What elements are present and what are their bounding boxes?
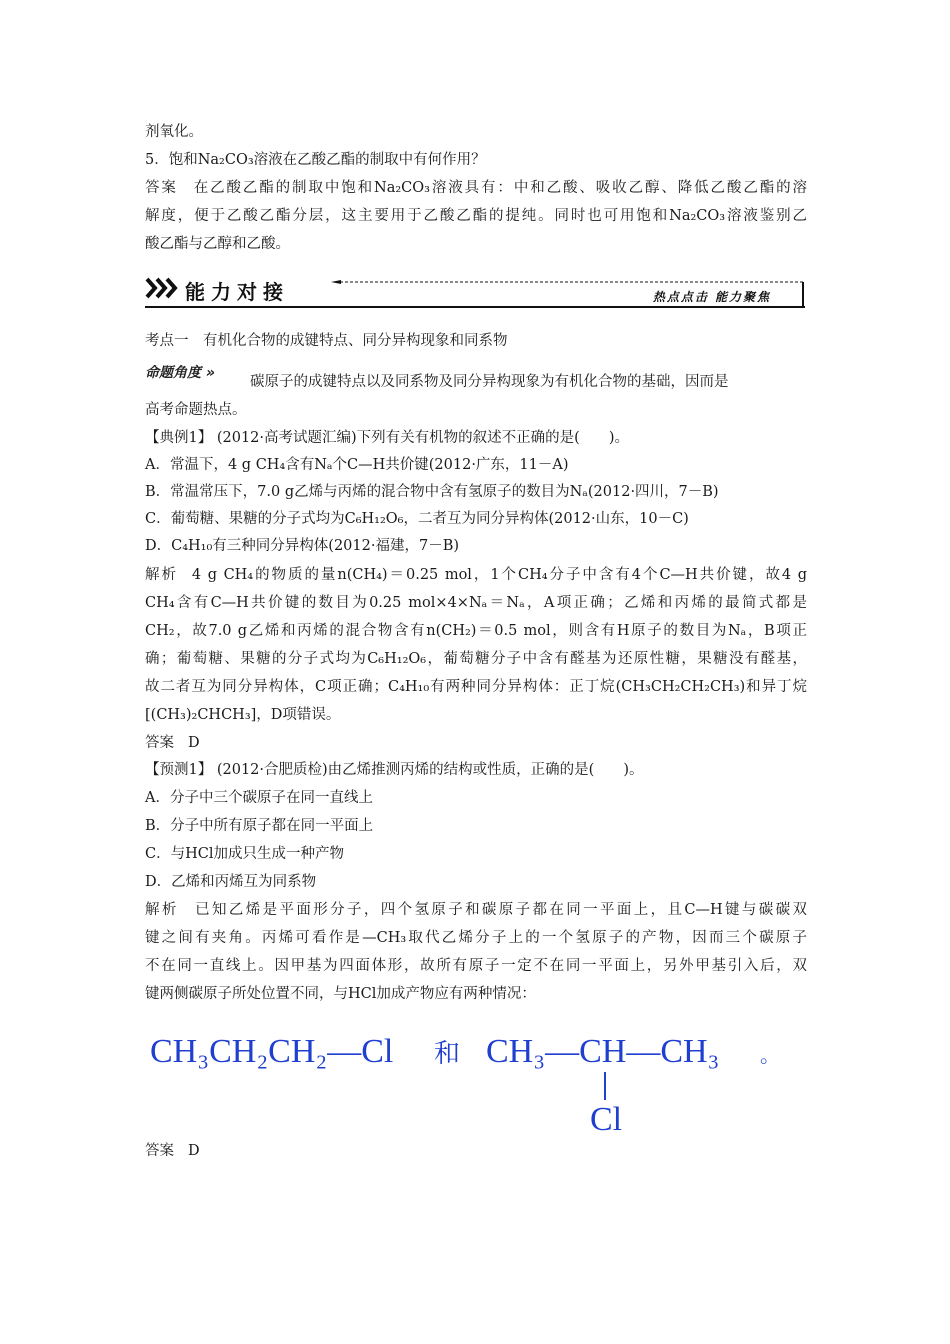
answer-value: D	[188, 1143, 200, 1159]
prediction-1-stem: 【预测1】 (2012·合肥质检)由乙烯推测丙烯的结构或性质，正确的是( )。	[145, 762, 644, 778]
example-1-analysis-2: CH₄含有C—H共价键的数目为0.25 mol×4×Nₐ＝Nₐ，A项正确；乙烯和丙烯的最简式都是	[145, 595, 807, 611]
topic-heading: 考点一 有机化合物的成键特点、同分异构现象和同系物	[145, 333, 508, 349]
prediction-1-option-a: A．分子中三个碳原子在同一直线上	[145, 790, 373, 806]
prediction-1-analysis-4: 键两侧碳原子所处位置不同，与HCl加成产物应有两种情况：	[145, 986, 536, 1002]
answer-label: 答案	[145, 735, 174, 751]
example-1-option-b: B．常温常压下，7.0 g乙烯与丙烯的混合物中含有氢原子的数目为Nₐ(2012·四川，7－B)	[145, 484, 719, 500]
example-1-analysis-4: 确；葡萄糖、果糖的分子式均为C₆H₁₂O₆，葡萄糖分子中含有醛基为还原性糖，果糖没有醛基，	[145, 651, 807, 667]
section-banner	[145, 270, 807, 310]
answer-5-line-1	[145, 178, 807, 198]
analysis-text: 4 g CH₄的物质的量n(CH₄)＝0.25 mol，1个CH₄分子中含有4个C—H共价键，故4 g	[191, 567, 807, 583]
formula-left: CH₃CH₂CH₂—Cl	[150, 1033, 394, 1070]
answer-label: 答案	[145, 1143, 174, 1159]
analysis-text: 已知乙烯是平面形分子，四个氢原子和碳原子都在同一平面上，且C—H键与碳碳双	[192, 902, 807, 918]
answer-5-line-3: 酸乙酯与乙醇和乙酸。	[145, 236, 290, 252]
topic-angle-line-2: 高考命题热点。	[145, 402, 247, 418]
analysis-label: 解析	[145, 567, 178, 583]
prediction-1-analysis-3: 不在同一直线上。因甲基为四面体形，故所有原子一定不在同一平面上，另外甲基引入后，双	[145, 958, 807, 974]
question-5: 5．饱和Na₂CO₃溶液在乙酸乙酯的制取中有何作用？	[145, 152, 486, 168]
example-1-answer	[145, 733, 200, 753]
prediction-1-option-d: D．乙烯和丙烯互为同系物	[145, 874, 317, 890]
example-1-option-d: D．C₄H₁₀有三种同分异构体(2012·福建，7－B)	[145, 538, 460, 554]
formula-right: CH₃—CH—CH₃	[486, 1033, 720, 1070]
formula-end: 。	[760, 1043, 780, 1067]
continuation-line: 剂氧化。	[145, 124, 203, 140]
analysis-label: 解析	[145, 902, 179, 918]
double-chevron-icon: »	[205, 365, 215, 381]
topic-angle-line-1: 碳原子的成键特点以及同系物及同分异构现象为有机化合物的基础，因而是	[250, 374, 729, 390]
prediction-1-analysis-2: 键之间有夹角。丙烯可看作是—CH₃取代乙烯分子上的一个氢原子的产物，因而三个碳原子	[145, 930, 807, 946]
example-1-option-a: A．常温下，4 g CH₄含有Nₐ个C—H共价键(2012·广东，11－A)	[145, 457, 569, 473]
example-1-option-c: C．葡萄糖、果糖的分子式均为C₆H₁₂O₆，二者互为同分异构体(2012·山东，10－C)	[145, 511, 689, 527]
example-1-stem: 【典例1】 (2012·高考试题汇编)下列有关有机物的叙述不正确的是( )。	[145, 430, 629, 446]
prediction-1-option-c: C．与HCl加成只生成一种产物	[145, 846, 344, 862]
banner-subtitle: 热点点击 能力聚焦	[652, 290, 771, 304]
answer-5-line-2: 解度，便于乙酸乙酯分层，这主要用于乙酸乙酯的提纯。同时也可用饱和Na₂CO₃溶液鉴别乙	[145, 208, 807, 224]
prediction-1-answer	[145, 1141, 200, 1161]
example-1-analysis-5: 故二者互为同分异构体，C项正确；C₄H₁₀有两种同分异构体：正丁烷(CH₃CH₂CH₂CH₃)和异丁烷	[145, 679, 807, 695]
example-1-analysis-1	[145, 565, 807, 585]
banner-title: 能力对接	[185, 280, 289, 304]
tag-label: 命题角度	[145, 365, 201, 381]
topic-angle-tag	[145, 362, 215, 382]
answer-value: D	[188, 735, 200, 751]
example-1-analysis-3: CH₂，故7.0 g乙烯和丙烯的混合物含有n(CH₂)＝0.5 mol，则含有H原子的数目为Nₐ，B项正	[145, 623, 807, 639]
example-1-analysis-6: [(CH₃)₂CHCH₃]，D项错误。	[145, 707, 341, 723]
prediction-1-analysis-1	[145, 900, 807, 920]
prediction-1-option-b: B．分子中所有原子都在同一平面上	[145, 818, 374, 834]
structural-formula	[150, 1020, 790, 1135]
formula-branch: Cl	[590, 1101, 623, 1135]
answer-text: 在乙酸乙酯的制取中饱和Na₂CO₃溶液具有：中和乙酸、吸收乙醇、降低乙酸乙酯的溶	[191, 180, 808, 196]
answer-label: 答案	[145, 180, 178, 196]
formula-and: 和	[434, 1039, 461, 1069]
